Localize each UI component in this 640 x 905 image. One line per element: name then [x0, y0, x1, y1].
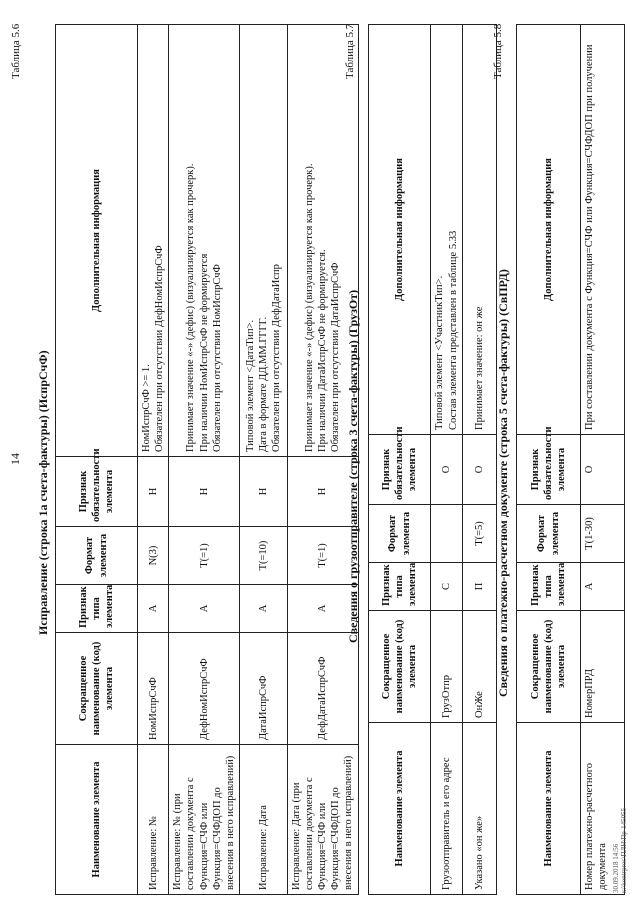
table-row — [138, 25, 169, 895]
table-5-8-label: Таблица 5.8 — [492, 23, 504, 79]
cell-code: ГрузОтпр — [431, 611, 463, 723]
cell-code: ДатаИспрСчФ — [239, 633, 287, 745]
table-row — [169, 25, 240, 895]
header-format: Формат элемента — [56, 527, 138, 585]
table-5-7-label: Таблица 5.7 — [344, 23, 356, 79]
table-5-6-label: Таблица 5.6 — [10, 23, 22, 79]
cell-required: О — [431, 435, 463, 505]
header-required: Признак обязательности элемента — [369, 435, 431, 505]
cell-code: ДефНомИспрСчФ — [169, 633, 240, 745]
header-type: Признак типа элемента — [56, 585, 138, 633]
margin-note: 30.09.2018 14:56 к:\kontrproc\ПЛН\Пр-145055 — [612, 807, 629, 893]
header-info: Дополнительная информация — [56, 25, 138, 457]
cell-type: А — [239, 585, 287, 633]
cell-name: Исправление: Дата (при составлении документа с Функция=СЧФ или Функция=СЧФДОП до внесения в него исправлений) — [287, 745, 358, 895]
cell-type: П — [463, 563, 497, 611]
header-name: Наименование элемента — [517, 723, 581, 895]
cell-type: А — [169, 585, 240, 633]
cell-info: Принимает значение «-» (дефис) (визуализируется как прочерк). При наличии НомИспрСчФ не формируется Обязателен при отсутствии НомИспрСчФ — [169, 25, 240, 457]
table-row — [463, 25, 497, 895]
table-row — [431, 25, 463, 895]
cell-type: С — [431, 563, 463, 611]
cell-info: Типовой элемент <УчастникТип>. Состав элемента представлен в таблице 5.33 — [431, 25, 463, 435]
cell-name: Грузоотправитель и его адрес — [431, 723, 463, 895]
cell-code: НомерПРД — [581, 611, 625, 723]
table-5-7-header-row — [369, 25, 431, 895]
header-code: Сокращенное наименование (код) элемента — [56, 633, 138, 745]
cell-code: ОнЖе — [463, 611, 497, 723]
header-type: Признак типа элемента — [369, 563, 431, 611]
cell-type: А — [138, 585, 169, 633]
cell-required: Н — [239, 457, 287, 527]
cell-format — [431, 505, 463, 563]
cell-type: А — [581, 563, 625, 611]
table-5-6 — [55, 24, 359, 895]
header-info: Дополнительная информация — [369, 25, 431, 435]
cell-type: А — [287, 585, 358, 633]
header-info: Дополнительная информация — [517, 25, 581, 435]
cell-name: Исправление: Дата — [239, 745, 287, 895]
page-number: 14 — [8, 453, 22, 465]
header-required: Признак обязательности элемента — [56, 457, 138, 527]
cell-required: Н — [138, 457, 169, 527]
table-5-6-header-row — [56, 25, 138, 895]
header-format: Формат элемента — [517, 505, 581, 563]
cell-format: Т(1-30) — [581, 505, 625, 563]
table-5-8-title: Сведения о платежно-расчетном документе (строка 5 счета-фактуры) (СвПРД) — [496, 269, 510, 697]
cell-required: О — [581, 435, 625, 505]
cell-name: Номер платежно-расчетного документа — [581, 723, 625, 895]
table-5-7-title: Сведения о грузоотправителе (строка 3 счета-фактуры) (ГрузОт) — [346, 289, 360, 643]
header-type: Признак типа элемента — [517, 563, 581, 611]
table-5-8 — [516, 24, 625, 895]
cell-info: При составлении документа с Функция=СЧФ или Функция=СЧФДОП при получении — [581, 25, 625, 435]
cell-info: Принимает значение: он же — [463, 25, 497, 435]
cell-info: НомИспрСчФ >= 1. Обязателен при отсутствии ДефНомИспрСчФ — [138, 25, 169, 457]
cell-format: Т(=10) — [239, 527, 287, 585]
cell-format: Т(=5) — [463, 505, 497, 563]
cell-format: Т(=1) — [169, 527, 240, 585]
table-row — [239, 25, 287, 895]
cell-code: НомИспрСчФ — [138, 633, 169, 745]
header-code: Сокращенное наименование (код) элемента — [369, 611, 431, 723]
cell-format: Т(=1) — [287, 527, 358, 585]
cell-required: О — [463, 435, 497, 505]
cell-required: Н — [287, 457, 358, 527]
table-5-8-header-row — [517, 25, 581, 895]
header-name: Наименование элемента — [369, 723, 431, 895]
header-format: Формат элемента — [369, 505, 431, 563]
header-name: Наименование элемента — [56, 745, 138, 895]
table-row — [581, 25, 625, 895]
table-5-7 — [368, 24, 497, 895]
cell-name: Исправление: № (при составлении документа с Функция=СЧФ или Функция=СЧФДОП до внесения в него исправлений) — [169, 745, 240, 895]
cell-required: Н — [169, 457, 240, 527]
cell-format: N(3) — [138, 527, 169, 585]
table-5-6-title: Исправление (строка 1а счета-фактуры) (ИспрСчФ) — [36, 350, 50, 635]
cell-code: ДефДатаИспрСчФ — [287, 633, 358, 745]
header-required: Признак обязательности элемента — [517, 435, 581, 505]
header-code: Сокращенное наименование (код) элемента — [517, 611, 581, 723]
cell-name: Указано «он же» — [463, 723, 497, 895]
cell-info: Типовой элемент <ДатаТип>. Дата в формате ДД.ММ.ГГГГ. Обязателен при отсутствии ДефДатаИспр — [239, 25, 287, 457]
cell-info: Принимает значение «-» (дефис) (визуализируется как прочерк). При наличии ДатаИспрСчФ не формируется. Обязателен при отсутствии ДатаИспрСчФ — [287, 25, 358, 457]
cell-name: Исправление: № — [138, 745, 169, 895]
